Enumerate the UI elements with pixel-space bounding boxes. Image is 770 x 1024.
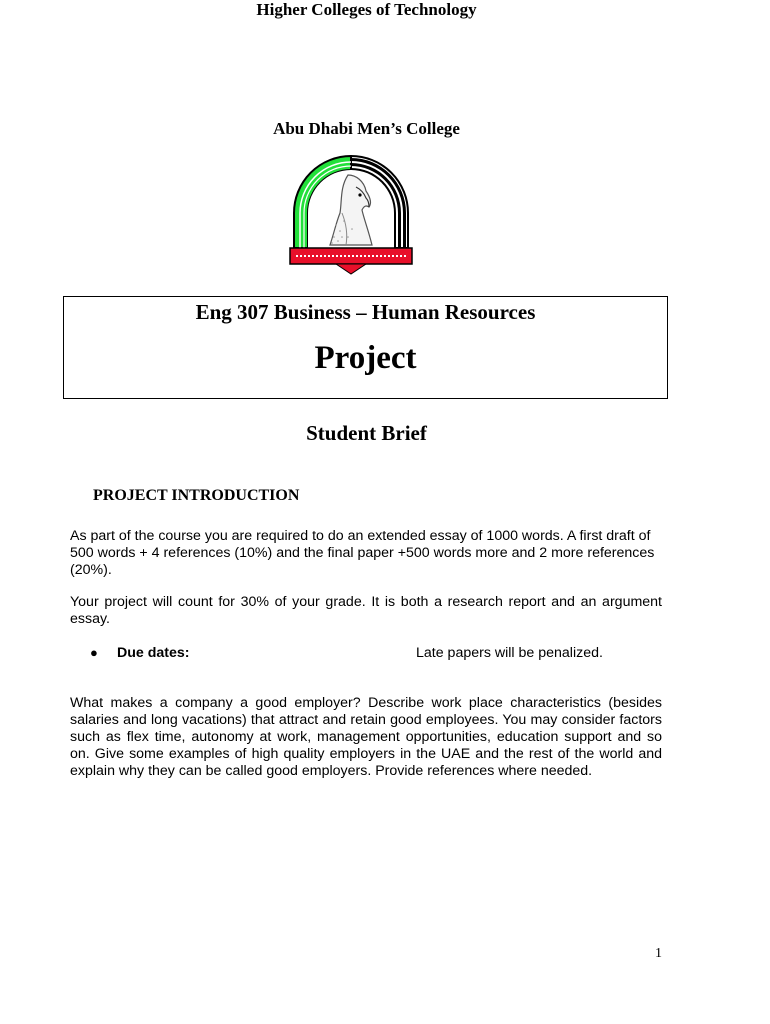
task-paragraph: What makes a company a good employer? Describe work place characteristics (besides salaries and long vacations) that attract and retain good employees. You may consider factors such as flex time, autonomy at work, management opportunities, education support and so on. Give some examples of high quality employers in the UAE and the rest of the world and explain why they can be called good employers. Provide references where needed. — [70, 695, 662, 779]
college-name: Abu Dhabi Men’s College — [273, 119, 460, 138]
page-number: 1 — [655, 946, 662, 961]
project-label: Project — [314, 340, 417, 376]
course-title-box — [63, 296, 668, 399]
falcon-arch-logo-icon — [286, 153, 416, 275]
course-title: Eng 307 Business – Human Resources — [195, 300, 536, 324]
grade-paragraph: Your project will count for 30% of your grade. It is both a research report and an argument essay. — [70, 594, 662, 627]
late-papers-note: Late papers will be penalized. — [416, 645, 603, 661]
institution-name: Higher Colleges of Technology — [256, 0, 477, 19]
due-dates-label: Due dates: — [117, 645, 190, 661]
due-dates-row — [70, 645, 670, 665]
section-heading: PROJECT INTRODUCTION — [93, 487, 300, 504]
intro-paragraph: As part of the course you are required to do an extended essay of 1000 words. A first draft of 500 words + 4 references (10%) and the final paper +500 words more and 2 more references (20%). — [70, 528, 655, 578]
brief-title: Student Brief — [306, 421, 427, 445]
bullet-icon: ● — [90, 645, 98, 660]
